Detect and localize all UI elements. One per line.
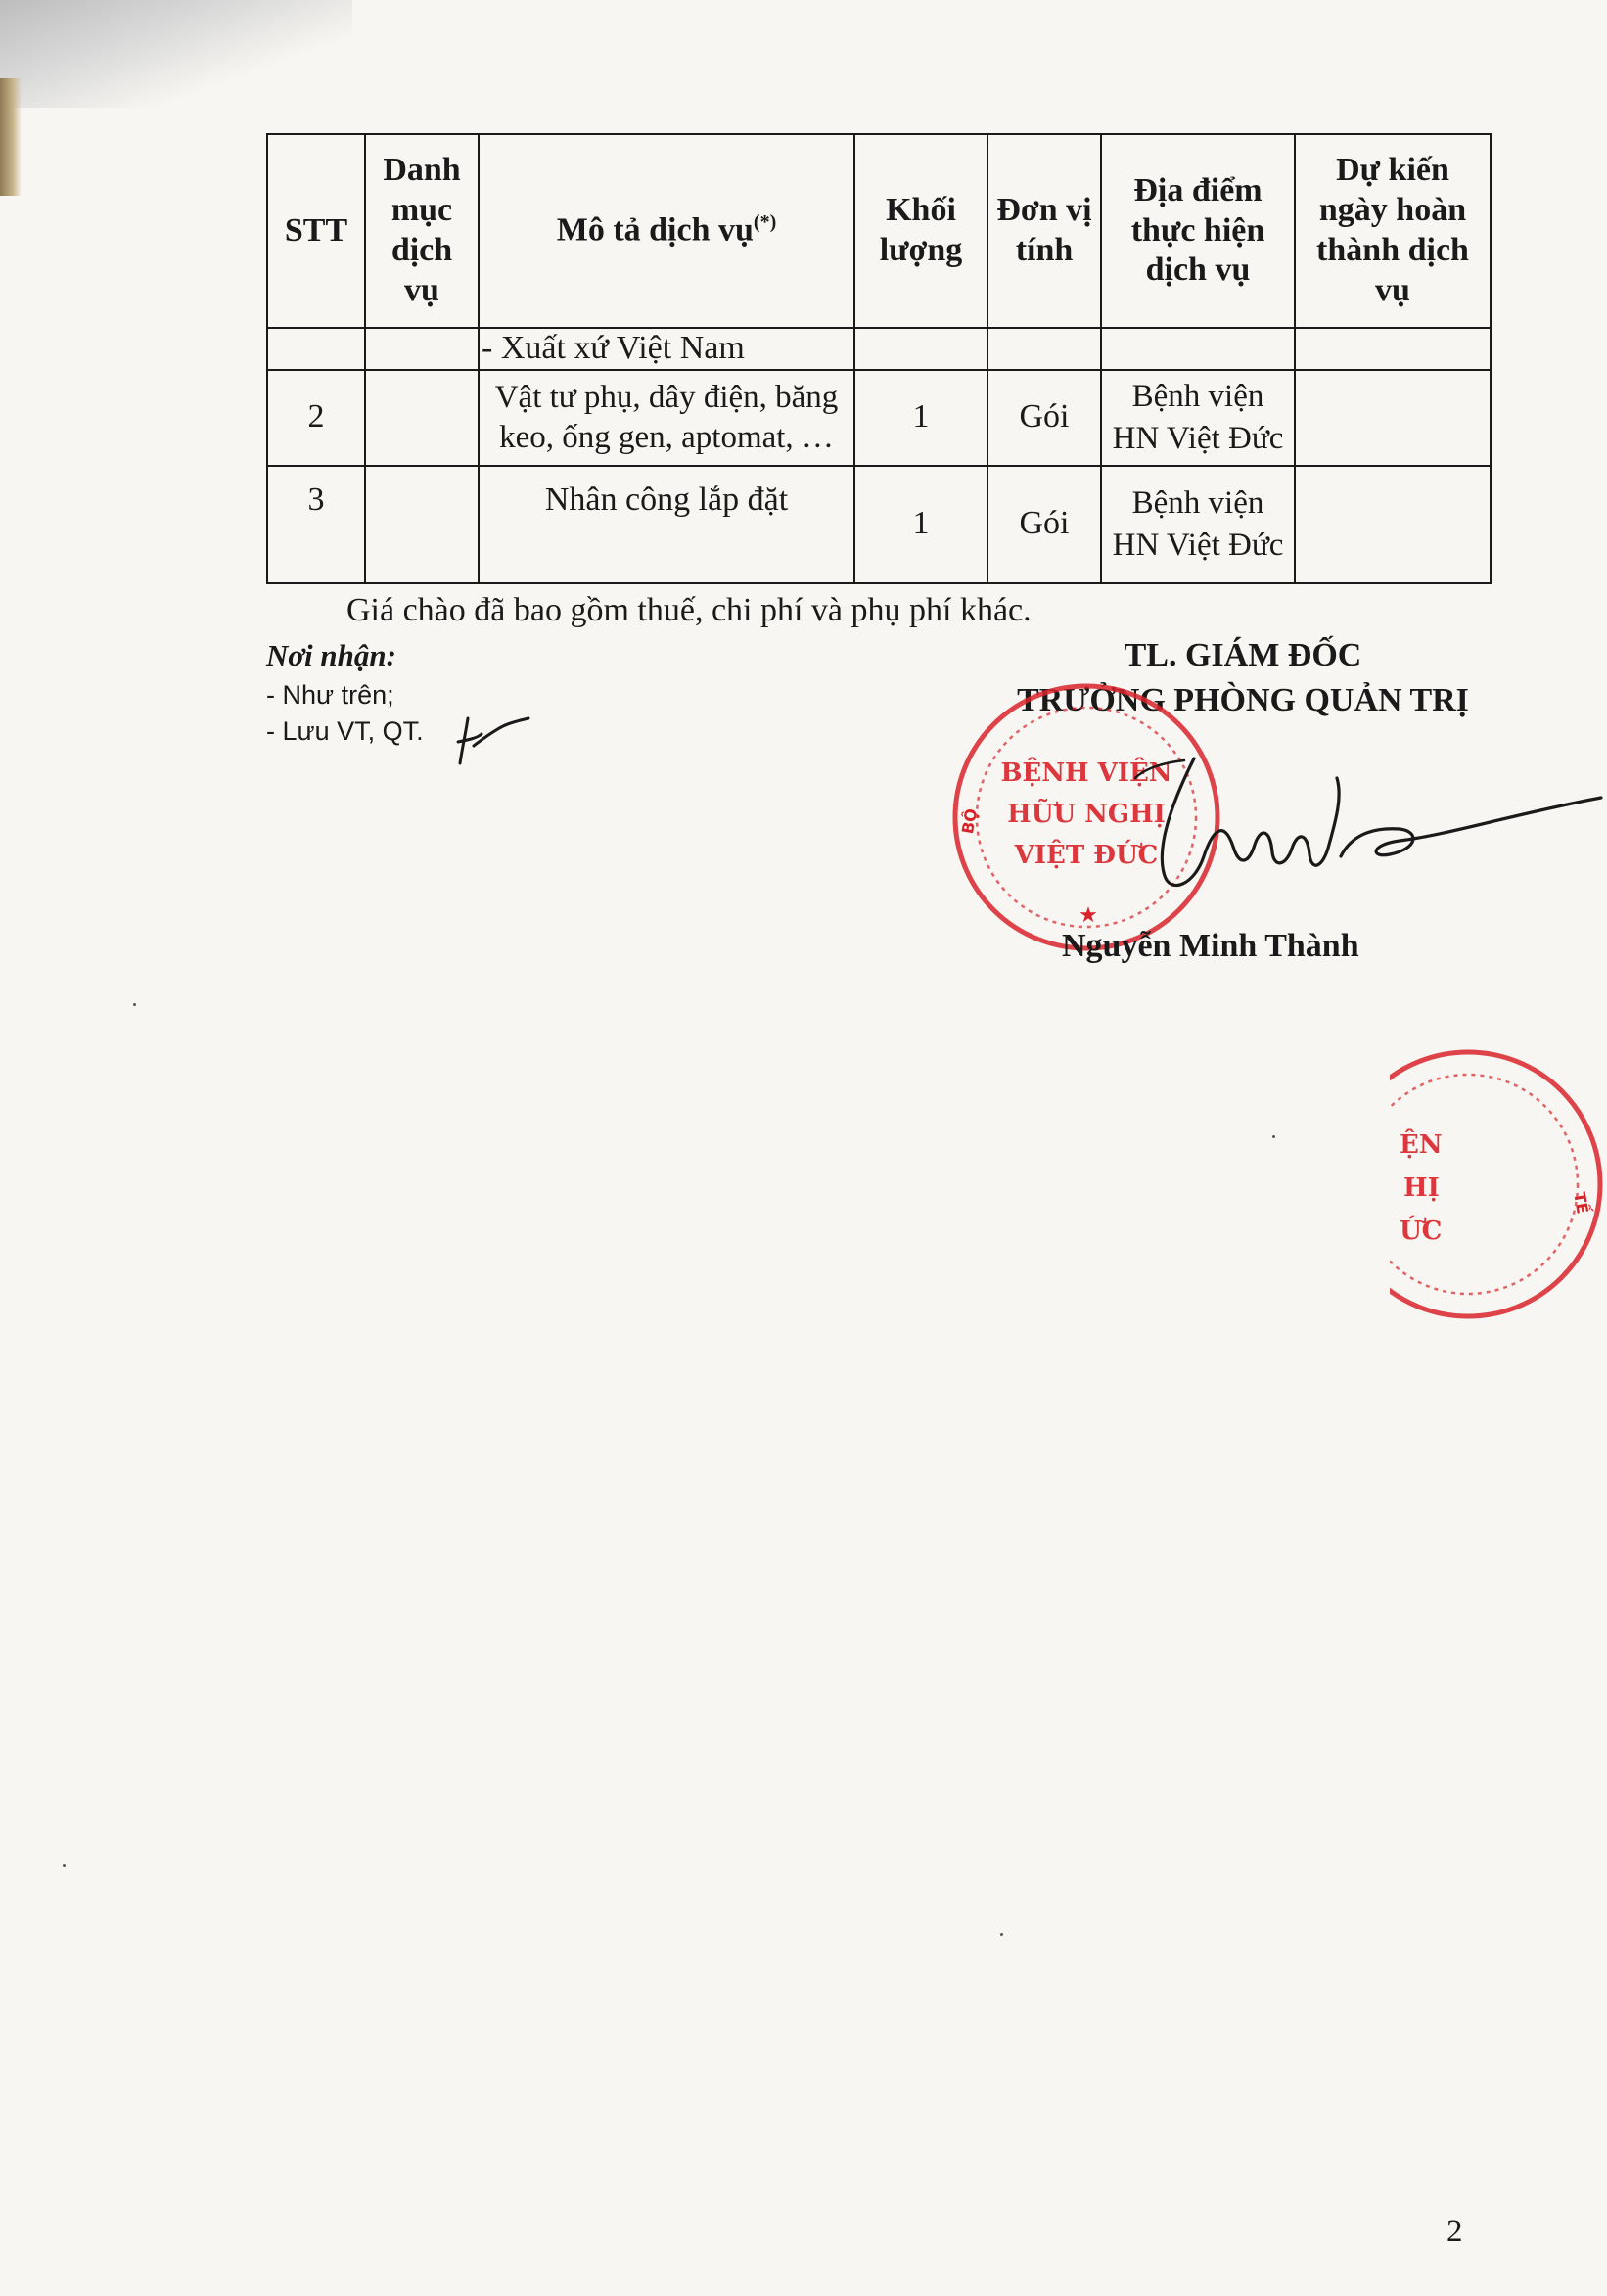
svg-text:ỆN: ỆN <box>1400 1130 1443 1160</box>
recipients-title: Nơi nhận: <box>266 638 396 672</box>
table-row <box>267 466 1491 583</box>
table-row <box>267 370 1491 466</box>
cell-don-vi: Gói <box>987 370 1101 466</box>
signature-title-line1: TL. GIÁM ĐỐC <box>1124 637 1362 673</box>
header-stt: STT <box>267 134 365 328</box>
cell-khoi-luong: 1 <box>854 466 987 583</box>
header-don-vi: Đơn vị tính <box>987 134 1101 328</box>
footnote-marker: (*) <box>753 211 777 234</box>
svg-text:★: ★ <box>1079 903 1098 928</box>
page-corner-shadow <box>0 0 352 108</box>
svg-text:HỮU NGHỊ: HỮU NGHỊ <box>1007 800 1166 829</box>
recipient-line: - Như trên; <box>266 680 394 710</box>
cell-du-kien <box>1295 370 1491 466</box>
cell-danh-muc <box>365 466 479 583</box>
cell-danh-muc <box>365 370 479 466</box>
cell-du-kien <box>1295 466 1491 583</box>
header-khoi-luong: Khối lượng <box>854 134 987 328</box>
svg-text:BỆNH VIỆN: BỆNH VIỆN <box>1000 758 1172 788</box>
header-mo-ta: Mô tả dịch vụ(*) <box>479 134 854 328</box>
speck <box>1000 1933 1003 1936</box>
svg-text:TẾ: TẾ <box>1570 1190 1592 1216</box>
page-edge-strip <box>0 78 22 196</box>
cell-stt: 3 <box>267 466 365 583</box>
service-table <box>266 133 1492 584</box>
signer-name: Nguyễn Minh Thành <box>1062 928 1359 964</box>
recipient-line: - Lưu VT, QT. <box>266 716 424 746</box>
speck <box>133 1003 136 1006</box>
cell-stt: 2 <box>267 370 365 466</box>
handwritten-initial-icon <box>452 712 530 767</box>
cell-dia-diem: Bệnh viện HN Việt Đức <box>1101 370 1295 466</box>
signature-icon <box>1077 739 1605 915</box>
svg-text:BỘ: BỘ <box>957 806 982 836</box>
svg-text:VIỆT ĐỨC: VIỆT ĐỨC <box>1014 841 1159 870</box>
partial-stamp-icon <box>1390 1037 1607 1331</box>
cell-don-vi: Gói <box>987 466 1101 583</box>
price-note: Giá chào đã bao gồm thuế, chi phí và phụ phí khác. <box>346 592 1032 628</box>
speck <box>1272 1135 1275 1138</box>
cell-khoi-luong: 1 <box>854 370 987 466</box>
page-number: 2 <box>1446 2214 1463 2249</box>
header-danh-muc: Danh mục dịch vụ <box>365 134 479 328</box>
svg-text:HỊ: HỊ <box>1403 1173 1440 1203</box>
table-header-row <box>267 134 1491 328</box>
header-du-kien: Dự kiến ngày hoàn thành dịch vụ <box>1295 134 1491 328</box>
speck <box>63 1864 66 1867</box>
signature-title-line2: TRƯỞNG PHÒNG QUẢN TRỊ <box>1017 682 1469 718</box>
header-dia-diem: Địa điểm thực hiện dịch vụ <box>1101 134 1295 328</box>
cell-dia-diem: Bệnh viện HN Việt Đức <box>1101 466 1295 583</box>
table-row <box>267 328 1491 370</box>
cell-mo-ta: Nhân công lắp đặt <box>479 466 854 583</box>
cell-mo-ta: - Xuất xứ Việt Nam <box>479 328 854 370</box>
cell-mo-ta: Vật tư phụ, dây điện, băng keo, ống gen, aptomat, … <box>479 370 854 466</box>
svg-text:ỨC: ỨC <box>1400 1217 1443 1246</box>
